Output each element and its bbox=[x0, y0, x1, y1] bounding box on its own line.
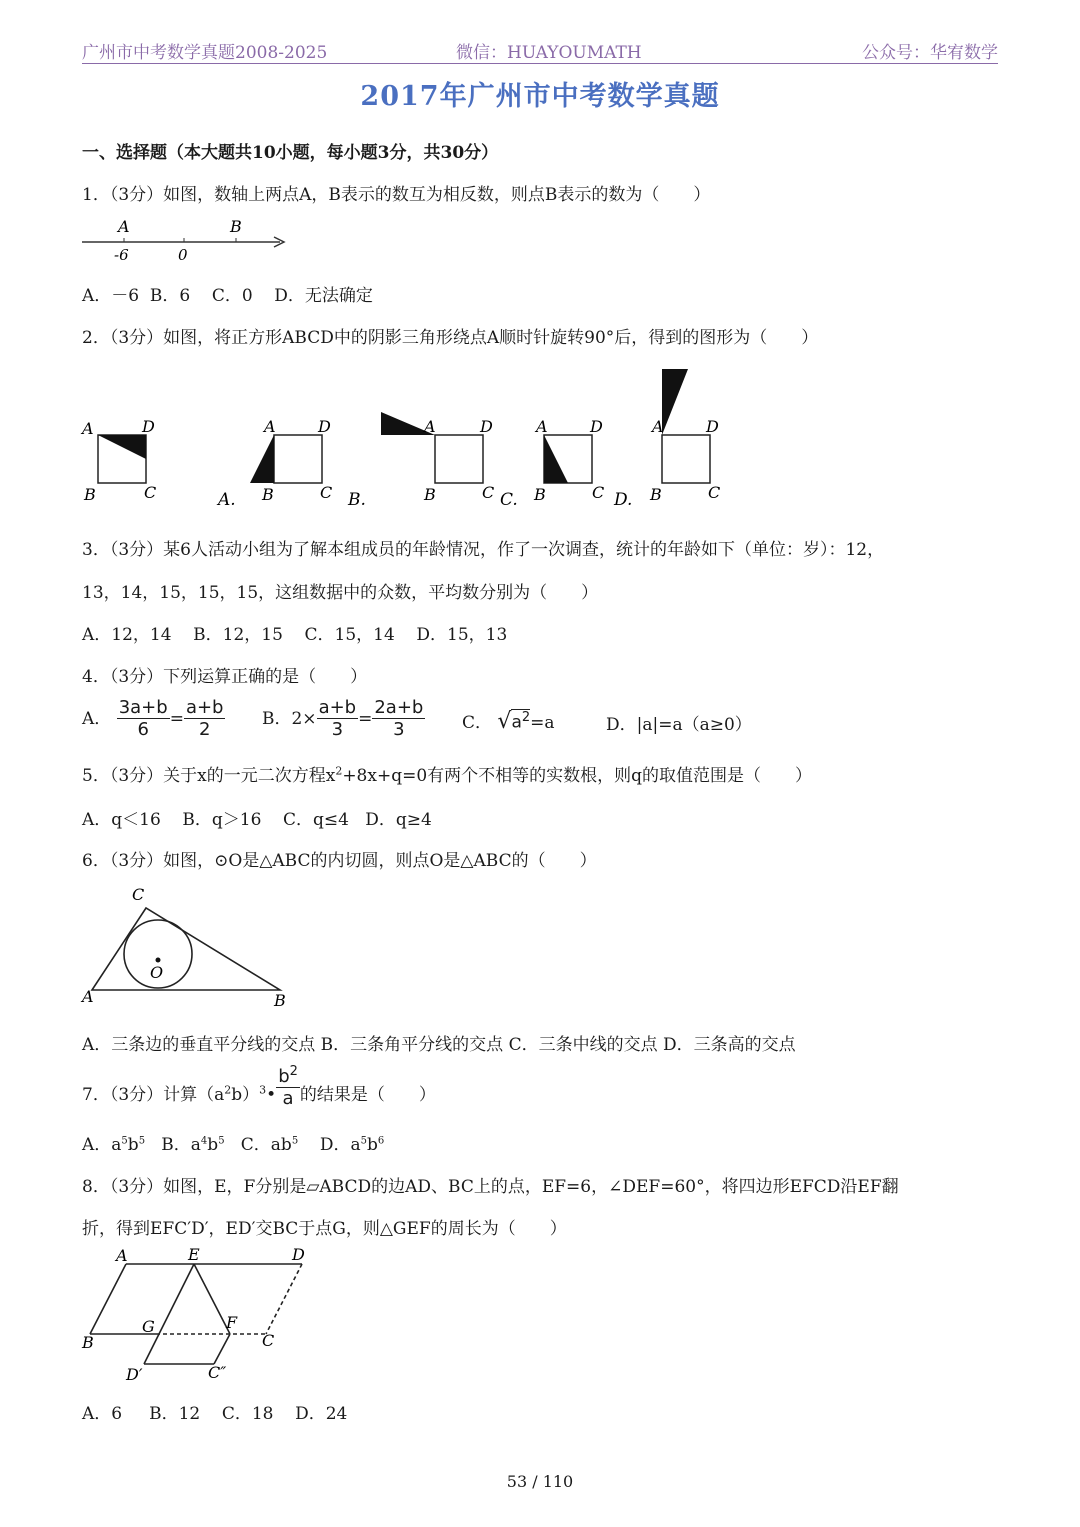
question-5: 5．（3分）关于x的一元二次方程$x^2+8x+q=0$有两个不相等的实数根，则q的取值范围是（ ） bbox=[82, 764, 813, 786]
original-square bbox=[80, 417, 156, 504]
svg-text:D: D bbox=[142, 417, 155, 436]
svg-text:D: D bbox=[706, 417, 719, 436]
q5-options: A．q＜16 B．q＞16 C．q≤4 D．q≥4 bbox=[82, 810, 432, 830]
question-1: 1．（3分）如图，数轴上两点A，B表示的数互为相反数，则点B表示的数为（ ） bbox=[82, 185, 711, 205]
question-3-line2: 13，14，15，15，15，这组数据中的众数，平均数分别为（ ） bbox=[82, 583, 599, 603]
svg-text:A: A bbox=[82, 419, 94, 438]
svg-text:B: B bbox=[82, 1333, 94, 1352]
page-number: 53 / 110 bbox=[506, 1472, 574, 1491]
option-d-label: D. bbox=[614, 490, 633, 510]
svg-text:A: A bbox=[652, 417, 664, 436]
svg-text:A: A bbox=[264, 417, 276, 436]
svg-text:D: D bbox=[480, 417, 493, 436]
section-heading: 一、选择题（本大题共10小题，每小题3分，共30分） bbox=[82, 143, 499, 163]
side-dc-dashed bbox=[266, 1264, 302, 1334]
option-b-square bbox=[381, 412, 494, 504]
question-7: 7．（3分）计算$(a^2b)^3•$ $\frac{b^2}{a}$ 的结果是（ ） bbox=[82, 1063, 436, 1109]
q8-fold-figure bbox=[80, 1244, 320, 1384]
svg-text:D′: D′ bbox=[126, 1365, 143, 1384]
svg-text:D: D bbox=[590, 417, 603, 436]
page-title: 2017年广州市中考数学真题 bbox=[360, 81, 720, 112]
svg-text:A: A bbox=[116, 1246, 128, 1265]
label-zero: 0 bbox=[178, 246, 188, 264]
option-a-label: A. bbox=[218, 490, 236, 510]
center-dot bbox=[156, 958, 161, 963]
option-c-label: C. bbox=[500, 490, 518, 510]
svg-text:B: B bbox=[534, 485, 546, 504]
q6-options: A．三条边的垂直平分线的交点 B．三条角平分线的交点 C．三条中线的交点 D．三条高的交点 bbox=[82, 1035, 796, 1055]
svg-text:B: B bbox=[424, 485, 436, 504]
q2-rotation-figures bbox=[78, 362, 738, 512]
svg-text:A: A bbox=[536, 417, 548, 436]
question-3-line1: 3．（3分）某6人活动小组为了解本组成员的年龄情况，作了一次调查，统计的年龄如下（单位：岁）：12， bbox=[82, 540, 885, 560]
header-divider bbox=[82, 63, 998, 64]
q7-options: A．$a^5b^5$ B．$a^4b^5$ C．$ab^5$ D．$a^5b^6$ bbox=[82, 1135, 385, 1155]
triangle-abc bbox=[92, 908, 280, 990]
question-8-line2: 折，得到EFC′D′，ED′交BC于点G，则△GEF的周长为（ ） bbox=[82, 1219, 567, 1239]
question-6: 6．（3分）如图，⊙O是△ABC的内切圆，则点O是△ABC的（ ） bbox=[82, 851, 597, 871]
q4-option-c: C． $√a^2=a$ bbox=[462, 709, 555, 734]
svg-text:A: A bbox=[424, 417, 436, 436]
svg-text:B: B bbox=[84, 485, 96, 504]
side-ab bbox=[90, 1264, 126, 1334]
svg-text:C″: C″ bbox=[208, 1363, 227, 1382]
svg-text:D: D bbox=[318, 417, 331, 436]
svg-text:C: C bbox=[708, 483, 721, 502]
svg-text:A: A bbox=[82, 987, 94, 1006]
side-ed2 bbox=[144, 1264, 194, 1364]
svg-text:C: C bbox=[592, 483, 605, 502]
q3-options: A．12，14 B．12，15 C．15，14 D．15，13 bbox=[82, 625, 508, 645]
svg-text:B: B bbox=[650, 485, 662, 504]
option-a-square bbox=[250, 417, 332, 504]
q6-incircle-figure bbox=[80, 880, 300, 1012]
fold-ef bbox=[194, 1264, 230, 1334]
svg-text:C: C bbox=[262, 1331, 275, 1350]
option-c-square bbox=[533, 417, 604, 504]
svg-text:C: C bbox=[482, 483, 495, 502]
question-8-line1: 8．（3分）如图，E，F分别是▱ABCD的边AD、BC上的点，EF=6，∠DEF=60°，将四边形EFCD沿EF翻 bbox=[82, 1177, 899, 1197]
svg-text:F: F bbox=[226, 1313, 238, 1332]
svg-text:G: G bbox=[142, 1317, 155, 1336]
svg-text:B: B bbox=[262, 485, 274, 504]
svg-text:E: E bbox=[188, 1245, 200, 1264]
label-neg6: -6 bbox=[114, 246, 129, 264]
q4-option-b: B．2× $\frac{a+b}{3}$ = $\frac{2a+b}{3}$ bbox=[262, 697, 424, 740]
svg-text:O: O bbox=[150, 963, 164, 982]
svg-text:B: B bbox=[274, 991, 286, 1010]
question-2: 2．（3分）如图，将正方形ABCD中的阴影三角形绕点A顺时针旋转90°后，得到的图形为（ ） bbox=[82, 328, 819, 348]
svg-text:C: C bbox=[320, 483, 333, 502]
svg-text:C: C bbox=[144, 483, 157, 502]
header-left: 广州市中考数学真题2008-2025 bbox=[82, 43, 328, 63]
option-d-square bbox=[649, 369, 720, 504]
q4-option-a: A． $\frac{3a+b}{6}$ = $\frac{a+b}{2}$ bbox=[82, 697, 224, 740]
side-c2f bbox=[214, 1334, 230, 1364]
q1-options: A．－6 B．6 C．0 D．无法确定 bbox=[82, 286, 373, 306]
label-a: A bbox=[118, 217, 130, 236]
label-b: B bbox=[230, 217, 242, 236]
q4-option-d: D．|a|=a（a≥0） bbox=[606, 715, 752, 735]
q1-number-line-figure bbox=[80, 212, 300, 268]
q8-options: A．6 B．12 C．18 D．24 bbox=[82, 1404, 348, 1424]
question-4: 4．（3分）下列运算正确的是（ ） bbox=[82, 667, 368, 687]
header-center: 微信：HUAYOUMATH bbox=[456, 43, 642, 63]
svg-text:D: D bbox=[292, 1245, 305, 1264]
option-b-label: B. bbox=[348, 490, 366, 510]
header-right: 公众号：华宥数学 bbox=[862, 43, 998, 63]
svg-text:C: C bbox=[132, 885, 145, 904]
